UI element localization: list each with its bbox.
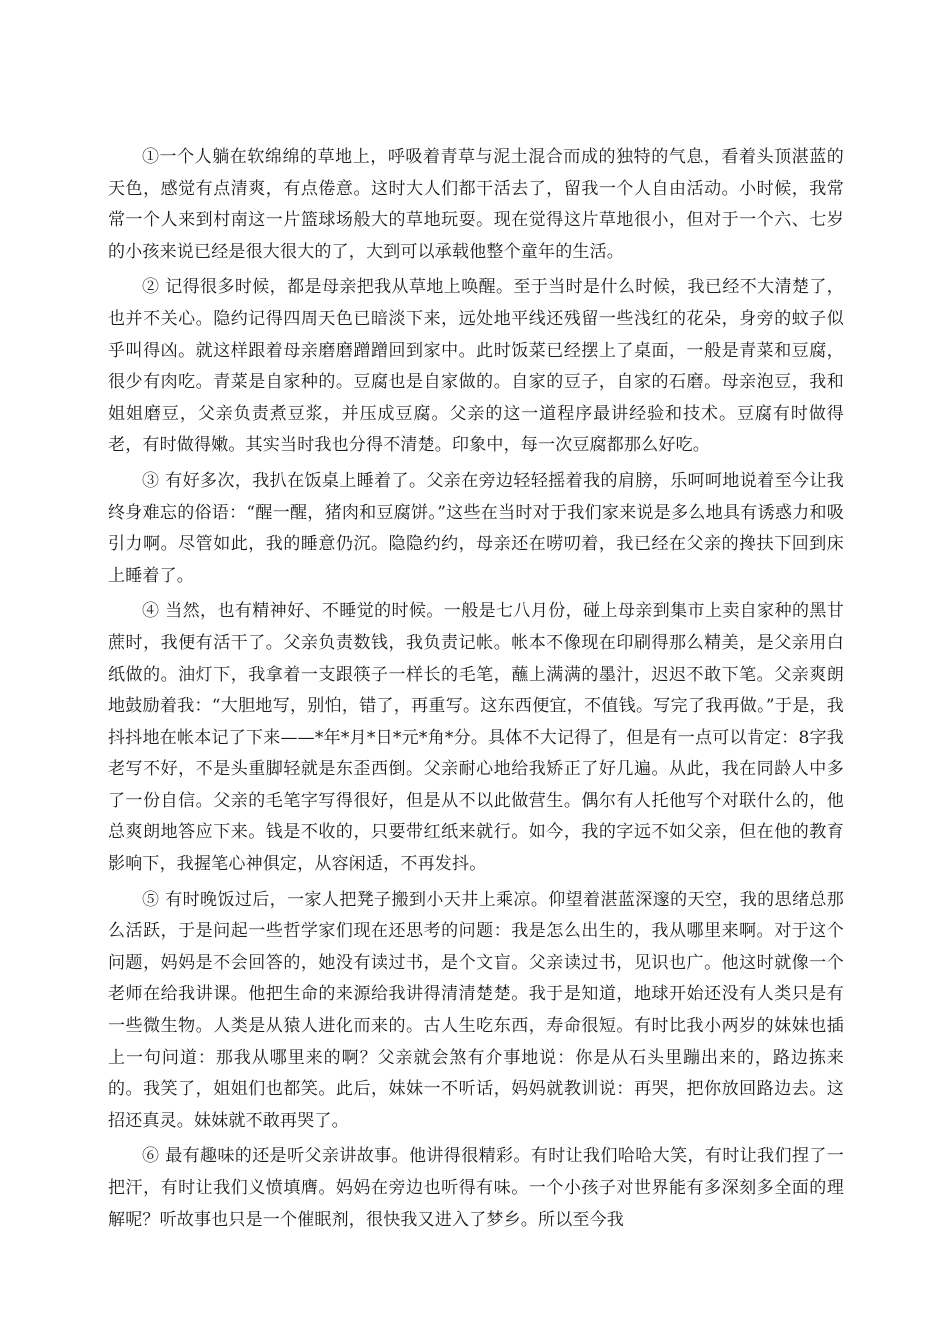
paragraph-6: ⑥ 最有趣味的还是听父亲讲故事。他讲得很精彩。有时让我们哈哈大笑，有时让我们捏了一把汗，有时让我们义愤填膺。妈妈在旁边也听得有味。一个小孩子对世界能有多深刻多全面的理解呢？听故事也只是一个催眠剂，很快我又进入了梦乡。所以至今我 <box>108 1146 844 1230</box>
document-body <box>108 142 844 1240</box>
paragraph-5: ⑤ 有时晚饭过后，一家人把凳子搬到小天井上乘凉。仰望着湛蓝深邃的天空，我的思绪总那么活跃，于是问起一些哲学家们现在还思考的问题：我是怎么出生的，我从哪里来啊。对于这个问题，妈妈是不会回答的，她没有读过书，是个文盲。父亲读过书，见识也广。他这时就像一个老师在给我讲课。他把生命的来源给我讲得清清楚楚。我于是知道，地球开始还没有人类只是有一些微生物。人类是从猿人进化而来的。古人生吃东西，寿命很短。有时比我小两岁的妹妹也插上一句问道：那我从哪里来的啊？父亲就会煞有介事地说：你是从石头里蹦出来的，路边拣来的。我笑了，姐姐们也都笑。此后，妹妹一不听话，妈妈就教训说：再哭，把你放回路边去。这招还真灵。妹妹就不敢再哭了。 <box>108 889 844 1131</box>
paragraph-3: ③ 有好多次，我扒在饭桌上睡着了。父亲在旁边轻轻摇着我的肩膀，乐呵呵地说着至今让我终身难忘的俗语：“醒一醒，猪肉和豆腐饼。”这些在当时对于我们家来说是多么地具有诱惑力和吸引力啊。尽管如此，我的睡意仍沉。隐隐约约，母亲还在唠叨着，我已经在父亲的搀扶下回到床上睡着了。 <box>108 470 844 586</box>
paragraph-2: ② 记得很多时候，都是母亲把我从草地上唤醒。至于当时是什么时候，我已经不大清楚了，也并不关心。隐约记得四周天色已暗淡下来，远处地平线还残留一些浅红的花朵，身旁的蚊子似乎叫得凶。就这样跟着母亲磨磨蹭蹭回到家中。此时饭菜已经摆上了桌面，一般是青菜和豆腐，很少有肉吃。青菜是自家种的。豆腐也是自家做的。自家的豆子，自家的石磨。母亲泡豆，我和姐姐磨豆，父亲负责煮豆浆，并压成豆腐。父亲的这一道程序最讲经验和技术。豆腐有时做得老，有时做得嫩。其实当时我也分得不清楚。印象中，每一次豆腐都那么好吃。 <box>108 277 844 456</box>
paragraph-4: ④ 当然，也有精神好、不睡觉的时候。一般是七八月份，碰上母亲到集市上卖自家种的黑甘蔗时，我便有活干了。父亲负责数钱，我负责记帐。帐本不像现在印刷得那么精美，是父亲用白纸做的。油灯下，我拿着一支跟筷子一样长的毛笔，蘸上满满的墨汁，迟迟不敢下笔。父亲爽朗地鼓励着我：“大胆地写，别怕，错了，再重写。这东西便宜，不值钱。写完了我再做。”于是，我抖抖地在帐本记了下来——*年*月*日*元*角*分。具体不大记得了，但是有一点可以肯定：8字我老写不好，不是头重脚轻就是东歪西倒。父亲耐心地给我矫正了好几遍。从此，我在同龄人中多了一份自信。父亲的毛笔字写得很好，但是从不以此做营生。偶尔有人托他写个对联什么的，他总爽朗地答应下来。钱是不收的，只要带红纸来就行。如今，我的字远不如父亲，但在他的教育影响下，我握笔心神俱定，从容闲适，不再发抖。 <box>108 601 844 875</box>
paragraph-1: ①一个人躺在软绵绵的草地上，呼吸着青草与泥土混合而成的独特的气息，看着头顶湛蓝的天色，感觉有点清爽，有点倦意。这时大人们都干活去了，留我一个人自由活动。小时候，我常常一个人来到村南这一片篮球场般大的草地玩耍。现在觉得这片草地很小，但对于一个六、七岁的小孩来说已经是很大很大的了，大到可以承载他整个童年的生活。 <box>108 147 844 262</box>
